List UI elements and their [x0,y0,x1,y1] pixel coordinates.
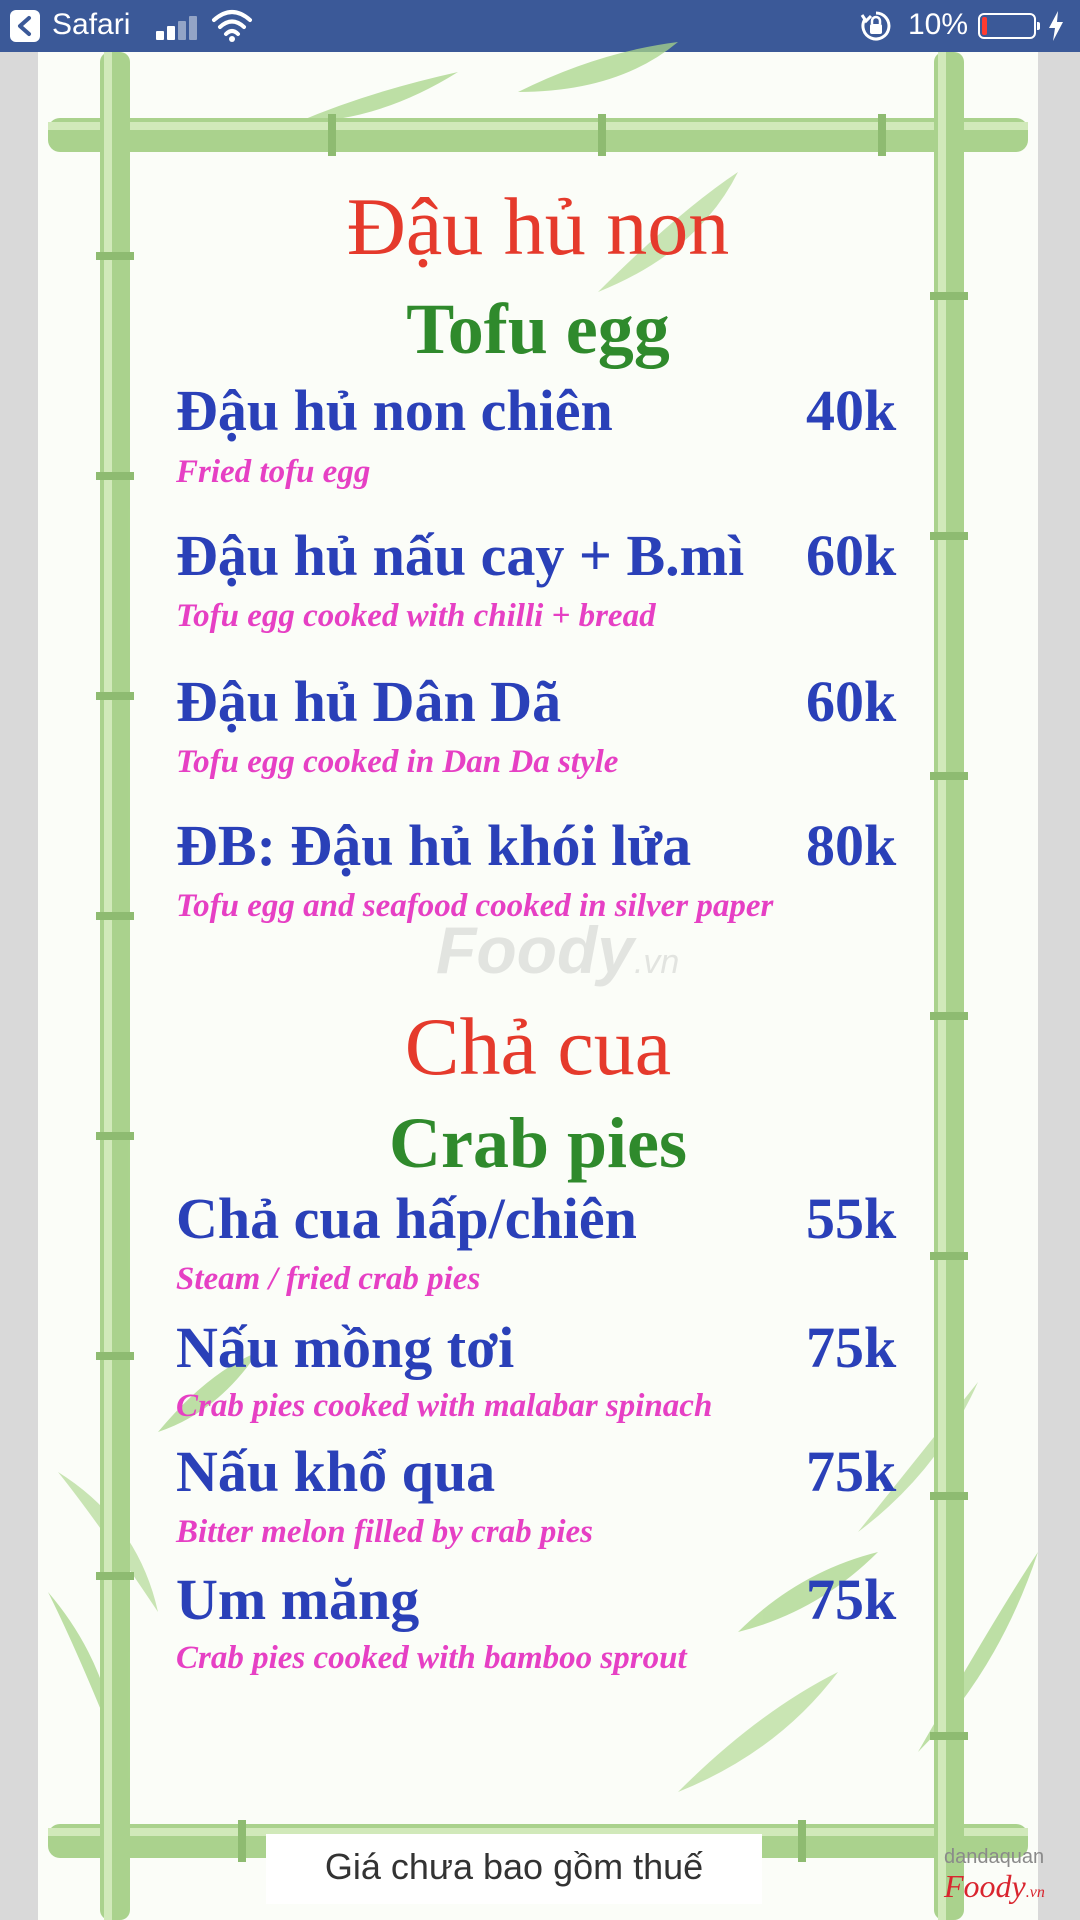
menu-item-name: Chả cua hấp/chiên [176,1186,637,1251]
back-app-label[interactable]: Safari [52,8,131,41]
status-bar [0,0,1080,52]
menu-item-name: Đậu hủ Dân Dã [176,669,562,734]
menu-image [38,52,1045,1920]
foody-logo-suffix: .vn [1025,1884,1045,1901]
watermark-suffix: .vn [633,943,680,981]
menu-item-name: Nấu khổ qua [176,1439,496,1504]
foody-watermark [436,912,679,988]
battery-icon [978,13,1036,39]
menu-item-description: Tofu egg and seafood cooked in silver paper [176,888,774,924]
menu-item-price: 60k [806,669,897,734]
watermark-brand: Foody [436,913,634,987]
menu-item-price: 55k [806,1186,897,1251]
menu-item-name: Nấu mồng tơi [176,1315,515,1380]
wifi-icon [212,10,252,42]
menu-item-price: 75k [806,1567,897,1632]
tax-note: Giá chưa bao gồm thuế [324,1846,704,1887]
tax-note-box [266,1834,762,1904]
menu-item-price: 75k [806,1439,897,1504]
cellular-signal-icon [156,14,200,40]
menu-item-description: Tofu egg cooked with chilli + bread [176,598,656,634]
menu-item-name: ĐB: Đậu hủ khói lửa [176,813,692,878]
menu-item-description: Fried tofu egg [176,454,371,490]
foody-logo-text: Foody [944,1868,1026,1904]
menu-item-price: 60k [806,523,897,588]
back-to-app-button[interactable] [10,10,40,42]
menu-item-description: Crab pies cooked with bamboo sprout [176,1640,687,1676]
menu-item-name: Đậu hủ nấu cay + B.mì [176,523,745,588]
section-title-vi: Đậu hủ non [346,181,730,272]
rotation-lock-icon [860,10,892,42]
menu-item-name: Đậu hủ non chiên [176,378,613,443]
foody-logo [944,1868,1045,1905]
charging-bolt-icon [1046,10,1066,42]
menu-item-price: 40k [806,378,897,443]
uploader-username: dandaquan [944,1846,1045,1868]
menu-item-name: Um măng [176,1567,420,1632]
menu-item-description: Crab pies cooked with malabar spinach [176,1388,713,1424]
section-title-vi: Chả cua [404,1001,672,1092]
chevron-left-icon [16,16,34,36]
battery-percent: 10% [908,8,969,41]
menu-item-description: Steam / fried crab pies [176,1261,481,1297]
section-title-en: Crab pies [388,1103,688,1183]
section-title-en: Tofu egg [406,289,670,369]
menu-item-description: Tofu egg cooked in Dan Da style [176,744,619,780]
menu-item-price: 75k [806,1315,897,1380]
menu-item-description: Bitter melon filled by crab pies [176,1514,594,1550]
menu-item-price: 80k [806,813,897,878]
